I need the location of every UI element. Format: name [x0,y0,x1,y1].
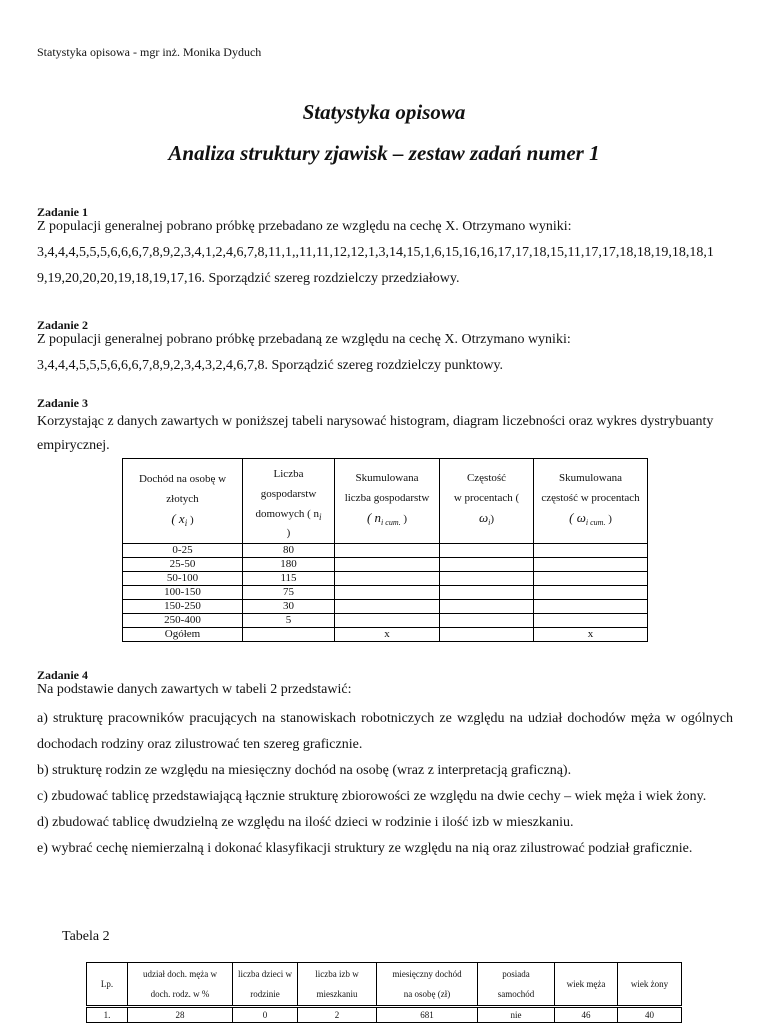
task-3-text: Korzystając z danych zawartych w poniższej tabeli narysować histogram, diagram liczebności oraz wykres dystrybuanty empirycznej. [37,414,714,453]
frequency-table [122,458,648,642]
cell-husband-income-share: 28 [128,1007,233,1023]
header-frequency-line2: w procentach ( [453,492,520,505]
task-1-heading: Zadanie 1 [37,205,89,219]
task-4-item-c: c) zbudować tablicę przedstawiającą łącznie strukturę zbiorowości ze względu na dwie cechy – wiek męża i wiek żony. [37,789,707,804]
cell-range: 25-50 [123,558,243,572]
cell-cum: x [335,628,440,642]
header-rooms-line2: mieszkaniu [316,989,358,999]
header-cumulative-line1: Skumulowana [355,472,419,485]
cell-cum [335,572,440,586]
symbol-ncum-end: ) [400,513,408,526]
cell-cumpct [534,614,648,628]
header-rooms-line1: liczba izb w [315,969,359,979]
header-car-line2: samochód [497,989,535,999]
task-4 [37,668,733,862]
task-2 [37,318,733,379]
header-husband-age: wiek męża [555,963,618,1007]
task-2-text: Z populacji generalnej pobrano próbkę przebadaną ze względu na cechę X. Otrzymano wyniki: [37,332,571,347]
cell-monthly-income: 681 [377,1007,478,1023]
cell-car: nie [478,1007,555,1023]
symbol-omegacum-sub: i cum. [585,518,606,528]
table-row [123,600,648,614]
task-1-data: 3,4,4,4,5,5,5,6,6,6,7,8,9,2,3,4,1,2,4,6,7,8,11,1,,11,11,12,12,1,3,14,15,1,6,15,16,16,17,17,18,15,11,17,17,18,18,19,18,18,1 [37,245,714,260]
cell-range: 50-100 [123,572,243,586]
cell-pct [440,586,534,600]
cell-pct [440,572,534,586]
header-frequency-line1: Częstość [466,472,507,485]
cell-range: 150-250 [123,600,243,614]
cell-range: 100-150 [123,586,243,600]
cell-count: 180 [243,558,335,572]
header-cumulative-symbol [335,508,439,533]
task-4-intro: Na podstawie danych zawartych w tabeli 2 przedstawić: [37,682,352,697]
cell-range: 0-25 [123,544,243,558]
header-children-line1: liczba dzieci w [238,969,292,979]
header-cumfreq-line2: częstość w procentach [541,492,640,505]
symbol-x-sub: i [184,518,188,529]
table-row [123,614,648,628]
header-cumulative-frequency [534,459,648,544]
header-frequency [440,459,534,544]
header-households [243,459,335,544]
cell-children: 0 [233,1007,298,1023]
header-income-line1: Dochód na osobę w [138,472,227,485]
header-households-line4: ) [286,526,291,539]
symbol-omega-sub: i [488,518,491,528]
table-2-header [87,963,682,1007]
header-car-line1: posiada [502,969,530,979]
cell-range: Ogółem [123,628,243,642]
cell-cum [335,614,440,628]
cell-cum [335,586,440,600]
symbol-omegacum: ( ω [569,510,586,526]
table-row [123,558,648,572]
cell-cumpct [534,572,648,586]
task-4-item-e: e) wybrać cechę niemierzalną i dokonać klasyfikacji struktury ze względu na nią oraz zilustrować podział graficznie. [37,841,693,856]
task-4-item-a: a) strukturę pracowników pracujących na stanowiskach robotniczych ze względu na udział dochodów męża w ogólnych dochodach rodziny oraz zilustrować ten szereg graficznie. [37,711,733,752]
symbol-omega: ω [478,510,489,526]
cell-count: 30 [243,600,335,614]
task-4-item-d: d) zbudować tablicę dwudzielną ze względu na ilość dzieci w rodzinie i ilość izb w mieszkaniu. [37,815,574,830]
task-3 [37,396,733,458]
header-wife-age: wiek żony [618,963,682,1007]
symbol-ncum-sub: i cum. [381,518,401,528]
cell-pct [440,628,534,642]
header-monthly-income [377,963,478,1007]
header-husband-income-share [128,963,233,1007]
cell-range: 250-400 [123,614,243,628]
header-income-symbol [123,509,242,533]
table-total-row [123,628,648,642]
table-2 [86,962,682,1023]
table-row [123,544,648,558]
symbol-omegacum-end: ) [605,513,612,526]
header-car [478,963,555,1007]
cell-count: 80 [243,544,335,558]
cell-cum [335,600,440,614]
cell-wife-age: 40 [618,1007,682,1023]
cell-count: 115 [243,572,335,586]
header-income [123,459,243,544]
cell-pct [440,614,534,628]
task-1-text: Z populacji generalnej pobrano próbkę przebadano ze względu na cechę X. Otrzymano wyniki: [37,219,572,234]
header-children-line2: rodzinie [250,989,280,999]
cell-husband-age: 46 [555,1007,618,1023]
cell-rooms: 2 [298,1007,377,1023]
cell-cumpct [534,558,648,572]
table-row [123,586,648,600]
header-husband-income-share-line2: doch. rodz. w % [150,989,210,999]
table-row [123,572,648,586]
task-3-heading: Zadanie 3 [37,396,89,410]
header-cumfreq-line1: Skumulowana [559,472,622,485]
symbol-x: ( x [171,510,185,526]
task-1-instruction: 9,19,20,20,20,19,18,19,17,16. Sporządzić szereg rozdzielczy przedziałowy. [37,271,460,286]
cell-count: 75 [243,586,335,600]
symbol-n-sub: i [319,512,322,523]
page-subtitle: Analiza struktury zjawisk – zestaw zadań numer 1 [168,141,600,165]
cell-cumpct [534,600,648,614]
header-children [233,963,298,1007]
header-frequency-symbol [440,508,533,533]
page-title: Statystyka opisowa [302,100,466,124]
frequency-table-header [123,459,648,544]
symbol-x-end: ) [187,513,194,526]
symbol-omega-end: ) [490,513,495,526]
header-rooms [298,963,377,1007]
header-cumulative-line2: liczba gospodarstw [344,492,430,505]
cell-count: 5 [243,614,335,628]
header-households-line1: Liczba [273,468,304,481]
header-cumfreq-symbol [534,508,647,533]
symbol-n: domowych ( n [255,508,320,521]
header-monthly-income-line1: miesięczny dochód [392,969,462,979]
cell-cum [335,558,440,572]
cell-cum [335,544,440,558]
task-1 [37,205,733,292]
header-monthly-income-line2: na osobę (zł) [403,989,451,999]
cell-cumpct: x [534,628,648,642]
cell-pct [440,600,534,614]
header-households-line2: gospodarstw [260,488,317,501]
header-cumulative [335,459,440,544]
header-lp: Lp. [87,963,128,1007]
header-husband-income-share-line1: udział doch. męża w [143,969,217,979]
cell-cumpct [534,586,648,600]
task-2-heading: Zadanie 2 [37,318,89,332]
table-2-label: Tabela 2 [62,929,110,944]
cell-cumpct [534,544,648,558]
page-header: Statystyka opisowa - mgr inż. Monika Dyduch [37,45,262,59]
cell-pct [440,558,534,572]
task-4-item-b: b) strukturę rodzin ze względu na miesięczny dochód na osobę (wraz z interpretacją graficzną). [37,763,572,778]
task-4-heading: Zadanie 4 [37,668,89,682]
cell-count [243,628,335,642]
cell-lp: 1. [87,1007,128,1023]
cell-pct [440,544,534,558]
task-2-data: 3,4,4,4,5,5,5,6,6,6,7,8,9,2,3,4,3,2,4,6,7,8. Sporządzić szereg rozdzielczy punktowy. [37,358,504,373]
header-households-symbol [243,504,334,527]
header-income-line2: złotych [166,492,199,505]
table-row [87,1007,682,1023]
symbol-ncum: ( n [366,510,382,526]
